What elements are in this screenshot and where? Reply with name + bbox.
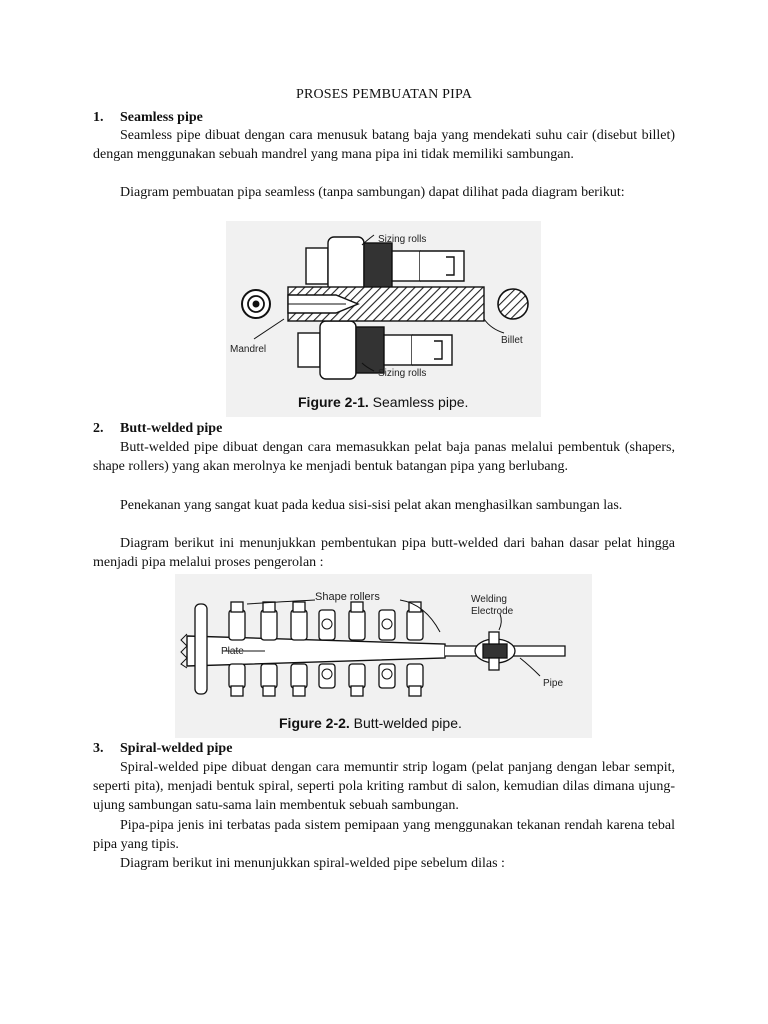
section-heading-butt-welded: [93, 419, 222, 439]
figure-butt-welded-pipe: [175, 574, 592, 738]
seamless-pipe-diagram: [226, 221, 541, 417]
label-sizing-rolls-bottom: Sizing rolls: [378, 368, 427, 379]
section-heading-spiral-welded: [93, 739, 232, 759]
label-billet: Billet: [501, 335, 523, 346]
label-pipe: Pipe: [543, 678, 564, 689]
paragraph: Pipa-pipa jenis ini terbatas pada sistem pemipaan yang menggunakan tekanan rendah karena tebal pipa yang tipis.: [93, 818, 675, 852]
paragraph: Diagram berikut ini menunjukkan spiral-welded pipe sebelum dilas :: [120, 856, 505, 871]
section-title: Butt-welded pipe: [120, 421, 223, 436]
label-welding: Welding: [471, 594, 507, 605]
caption-bold: Figure 2-2.: [279, 715, 350, 731]
caption-text: Seamless pipe.: [368, 394, 469, 410]
paragraph: Diagram pembuatan pipa seamless (tanpa sambungan) dapat dilihat pada diagram berikut:: [120, 185, 625, 200]
section-number: 3.: [93, 741, 104, 756]
label-plate: Plate: [221, 646, 244, 657]
butt-welded-pipe-diagram: [175, 574, 592, 738]
caption-text: Butt-welded pipe.: [349, 715, 462, 731]
paragraph: Diagram berikut ini menunjukkan pembentukan pipa butt-welded dari bahan dasar pelat hingga menjadi pipa melalui proses pengerolan :: [93, 536, 675, 570]
figure-caption: [279, 715, 462, 731]
section-title: Seamless pipe: [120, 110, 203, 125]
caption-bold: Figure 2-1.: [298, 394, 369, 410]
pipe-end-view: [242, 290, 270, 318]
section-number: 2.: [93, 421, 104, 436]
section-number: 1.: [93, 110, 104, 125]
paragraph: Penekanan yang sangat kuat pada kedua sisi-sisi pelat akan menghasilkan sambungan las.: [120, 498, 623, 513]
figure-caption: [298, 394, 468, 410]
label-electrode: Electrode: [471, 606, 514, 617]
paragraph: Butt-welded pipe dibuat dengan cara memasukkan pelat baja panas melalui pembentuk (shapers, shape rollers) yang akan merolnya ke menjadi bentuk batangan pipa yang berlubang.: [93, 440, 675, 474]
paragraph: Seamless pipe dibuat dengan cara menusuk batang baja yang mendekati suhu cair (disebut billet) dengan menggunakan sebuah mandrel yang mana pipa ini tidak memiliki sambungan.: [93, 128, 675, 162]
label-sizing-rolls-top: Sizing rolls: [378, 234, 427, 245]
figure-seamless-pipe: [226, 221, 541, 417]
document-title: PROSES PEMBUATAN PIPA: [295, 87, 473, 102]
label-mandrel: Mandrel: [230, 344, 267, 355]
section-title: Spiral-welded pipe: [120, 741, 233, 756]
label-shape-rollers: Shape rollers: [315, 591, 380, 603]
section-heading-seamless: [93, 108, 203, 128]
paragraph: Spiral-welded pipe dibuat dengan cara memuntir strip logam (pelat panjang dengan lebar sempit, seperti pita), menjadi bentuk spiral, seperti pola kriting rambut di salon, kemudian dilas dimana ujung-ujung sambungan satu-sama lain membentuk sebuah sambungan.: [93, 760, 675, 813]
billet-end-view: [498, 289, 528, 319]
